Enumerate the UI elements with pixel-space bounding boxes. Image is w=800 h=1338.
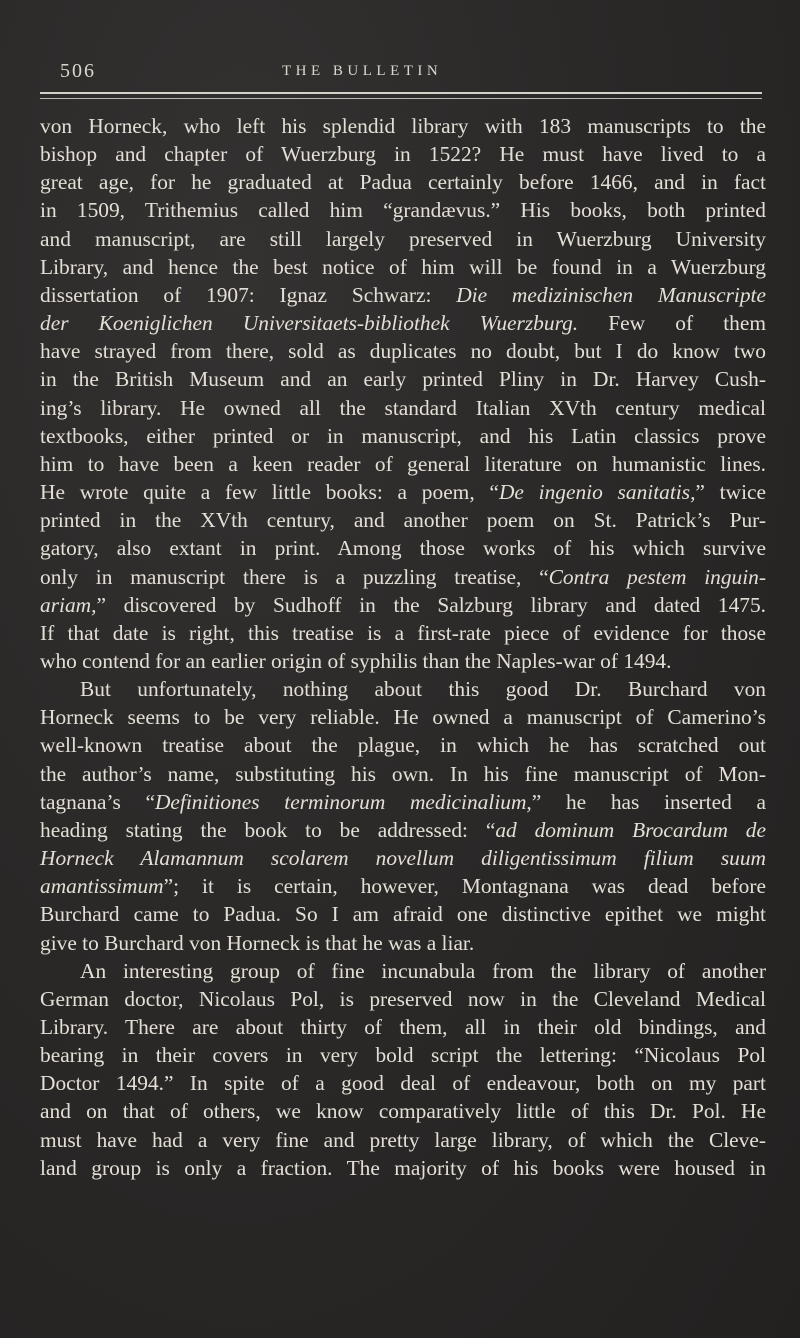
- text-line: [40, 872, 766, 900]
- journal-title: THE BULLETIN: [282, 63, 443, 79]
- text-line: in the British Museum and an early printed Pliny in Dr. Harvey Cush-: [40, 367, 766, 392]
- text-line: Doctor 1494.” In spite of a good deal of endeavour, both on my part: [40, 1071, 766, 1096]
- text-line: have strayed from there, sold as duplicates no doubt, but I do know two: [40, 339, 766, 364]
- text-run: heading stating the book to be addressed: “: [40, 817, 496, 842]
- page-number: 506: [60, 60, 96, 82]
- text-line: well-known treatise about the plague, in which he has scratched out: [40, 733, 766, 758]
- dedication-italic: Horneck Alamannum scolarem novellum diligentissimum filium suum: [40, 846, 766, 871]
- text-line: him to have been a keen reader of general literature on humanistic lines.: [40, 451, 766, 476]
- work-title-italic: Contra pestem inguin-: [548, 564, 766, 589]
- header-rule-thick: [40, 92, 762, 94]
- dedication-italic: ad dominum Brocardum de: [495, 817, 766, 842]
- text-line: [40, 478, 766, 506]
- text-line: [40, 563, 766, 591]
- text-run: ” twice: [695, 480, 766, 505]
- text-line: printed in the XVth century, and another poem on St. Patrick’s Pur-: [40, 508, 766, 533]
- text-line: in 1509, Trithemius called him “grandævus.” His books, both printed: [40, 198, 766, 223]
- text-line: great age, for he graduated at Padua certainly before 1466, and in fact: [40, 170, 766, 195]
- text-line: gatory, also extant in print. Among those works of his which survive: [40, 536, 766, 561]
- text-line: German doctor, Nicolaus Pol, is preserved now in the Cleveland Medical: [40, 986, 766, 1011]
- text-run: tagnana’s “: [40, 789, 155, 814]
- book-title-italic: der Koeniglichen Universitaets-bibliothek Wuerzburg.: [40, 311, 579, 336]
- text-line: An interesting group of fine incunabula from the library of another: [80, 958, 766, 983]
- text-line: Burchard came to Padua. So I am afraid one distinctive epithet we might: [40, 902, 766, 927]
- text-line: Horneck seems to be very reliable. He owned a manuscript of Camerino’s: [40, 705, 766, 730]
- text-line: [40, 844, 766, 872]
- text-line: [40, 591, 766, 619]
- text-run: ” he has inserted a: [531, 789, 766, 814]
- body-text: [40, 112, 766, 1182]
- text-line: bishop and chapter of Wuerzburg in 1522? He must have lived to a: [40, 142, 766, 167]
- text-run: only in manuscript there is a puzzling treatise, “: [40, 564, 549, 589]
- dedication-italic: amantissimum: [40, 874, 164, 899]
- text-line: ing’s library. He owned all the standard Italian XVth century medical: [40, 395, 766, 420]
- text-run: ”; it is certain, however, Montagnana was dead before: [163, 874, 766, 899]
- work-title-italic: Definitiones terminorum medicinalium,: [154, 789, 532, 814]
- text-line: give to Burchard von Horneck is that he was a liar.: [40, 930, 475, 955]
- text-line: But unfortunately, nothing about this good Dr. Burchard von: [80, 677, 766, 702]
- text-line: If that date is right, this treatise is a first-rate piece of evidence for those: [40, 620, 766, 645]
- text-run: Few of them: [578, 311, 766, 336]
- work-title-italic: ariam,: [40, 592, 97, 617]
- text-line: bearing in their covers in very bold script the lettering: “Nicolaus Pol: [40, 1043, 766, 1068]
- text-run: dissertation of 1907: Ignaz Schwarz:: [40, 282, 432, 307]
- text-line: [40, 309, 766, 337]
- running-head: [60, 60, 760, 86]
- text-line: Library, and hence the best notice of him will be found in a Wuerzburg: [40, 254, 766, 279]
- text-line: [40, 788, 766, 816]
- text-line: who contend for an earlier origin of syphilis than the Naples-war of 1494.: [40, 648, 672, 673]
- header-rule-thin: [40, 98, 762, 99]
- text-run: ” discovered by Sudhoff in the Salzburg library and dated 1475.: [96, 592, 766, 617]
- text-line: [40, 281, 766, 309]
- book-title-italic: Die medizinischen Manuscripte: [456, 282, 766, 307]
- text-run: He wrote quite a few little books: a poem, “: [40, 480, 499, 505]
- text-line: and manuscript, are still largely preserved in Wuerzburg University: [40, 226, 766, 251]
- text-line: Library. There are about thirty of them, all in their old bindings, and: [40, 1015, 766, 1039]
- text-line: and on that of others, we know comparatively little of this Dr. Pol. He: [40, 1099, 766, 1124]
- text-line: must have had a very fine and pretty large library, of which the Cleve-: [40, 1127, 766, 1152]
- text-line: von Horneck, who left his splendid library with 183 manuscripts to the: [40, 114, 766, 138]
- text-line: [40, 816, 766, 844]
- text-line: textbooks, either printed or in manuscript, and his Latin classics prove: [40, 423, 766, 448]
- text-line: land group is only a fraction. The majority of his books were housed in: [40, 1155, 766, 1180]
- work-title-italic: De ingenio sanitatis,: [498, 480, 696, 505]
- text-line: the author’s name, substituting his own. In his fine manuscript of Mon-: [40, 761, 766, 786]
